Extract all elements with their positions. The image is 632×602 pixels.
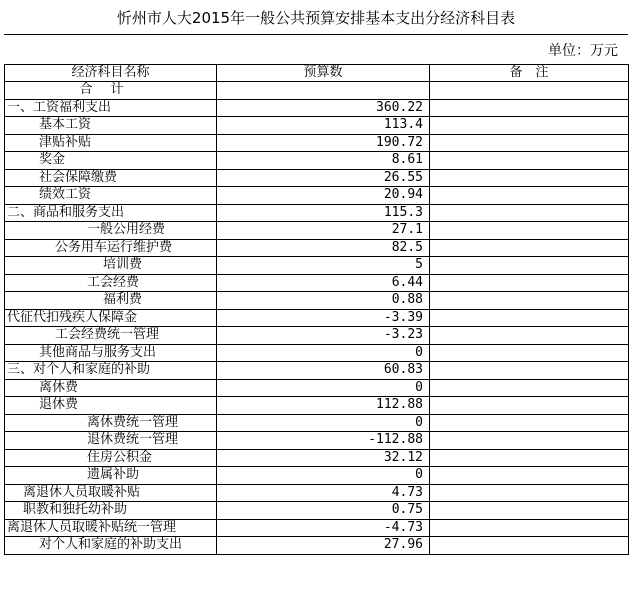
row-amount: 0	[217, 344, 430, 362]
row-amount: -3.23	[217, 327, 430, 345]
table-row	[5, 222, 629, 240]
row-amount: 26.55	[217, 169, 430, 187]
row-note	[430, 502, 629, 520]
total-row	[5, 82, 629, 100]
total-label	[5, 82, 217, 100]
total-amount	[217, 82, 430, 100]
table-row	[5, 152, 629, 170]
row-note	[430, 169, 629, 187]
row-name: 住房公积金	[5, 449, 217, 467]
row-note	[430, 222, 629, 240]
table-row	[5, 449, 629, 467]
row-note	[430, 309, 629, 327]
row-name: 二、商品和服务支出	[5, 204, 217, 222]
row-note	[430, 134, 629, 152]
row-note	[430, 327, 629, 345]
row-amount: 82.5	[217, 239, 430, 257]
row-note	[430, 432, 629, 450]
header-row	[5, 64, 629, 82]
row-name: 一、工资福利支出	[5, 99, 217, 117]
unit-row	[4, 34, 628, 65]
row-amount: 27.1	[217, 222, 430, 240]
table-row	[5, 257, 629, 275]
row-note	[430, 239, 629, 257]
row-note	[430, 414, 629, 432]
row-name: 离休费统一管理	[5, 414, 217, 432]
table-row	[5, 484, 629, 502]
row-note	[430, 274, 629, 292]
row-name: 培训费	[5, 257, 217, 275]
row-note	[430, 449, 629, 467]
row-amount: 8.61	[217, 152, 430, 170]
table-row	[5, 169, 629, 187]
row-name: 工会经费统一管理	[5, 327, 217, 345]
table-row	[5, 414, 629, 432]
row-note	[430, 257, 629, 275]
header-name: 经济科目名称	[5, 64, 217, 82]
row-amount: -3.39	[217, 309, 430, 327]
row-name: 代征代扣残疾人保障金	[5, 309, 217, 327]
row-amount: 0	[217, 414, 430, 432]
table-row	[5, 239, 629, 257]
row-amount: 115.3	[217, 204, 430, 222]
row-note	[430, 397, 629, 415]
row-name: 退休费	[5, 397, 217, 415]
row-name: 离休费	[5, 379, 217, 397]
table-row	[5, 117, 629, 135]
row-note	[430, 362, 629, 380]
row-name: 奖金	[5, 152, 217, 170]
header-amount: 预算数	[217, 64, 430, 82]
table-row	[5, 274, 629, 292]
row-amount: 0.75	[217, 502, 430, 520]
table-row	[5, 187, 629, 205]
table-row	[5, 327, 629, 345]
row-note	[430, 379, 629, 397]
row-name: 公务用车运行维护费	[5, 239, 217, 257]
row-name: 工会经费	[5, 274, 217, 292]
row-amount: 4.73	[217, 484, 430, 502]
table-row	[5, 502, 629, 520]
row-amount: 360.22	[217, 99, 430, 117]
row-name: 遗属补助	[5, 467, 217, 485]
row-name: 绩效工资	[5, 187, 217, 205]
row-amount: 32.12	[217, 449, 430, 467]
row-name: 离退休人员取暖补贴统一管理	[5, 519, 217, 537]
table-row	[5, 379, 629, 397]
row-name: 职教和独托幼补助	[5, 502, 217, 520]
row-note	[430, 99, 629, 117]
row-amount: 113.4	[217, 117, 430, 135]
row-note	[430, 117, 629, 135]
row-name: 对个人和家庭的补助支出	[5, 537, 217, 555]
row-amount: 112.88	[217, 397, 430, 415]
row-amount: 0	[217, 379, 430, 397]
table-row	[5, 309, 629, 327]
table-row	[5, 537, 629, 555]
row-note	[430, 484, 629, 502]
row-amount: 6.44	[217, 274, 430, 292]
table-row	[5, 362, 629, 380]
row-name: 社会保障缴费	[5, 169, 217, 187]
table-row	[5, 397, 629, 415]
row-note	[430, 519, 629, 537]
unit-label: 单位：万元	[548, 43, 618, 59]
row-amount: -112.88	[217, 432, 430, 450]
table-row	[5, 344, 629, 362]
row-note	[430, 152, 629, 170]
row-note	[430, 537, 629, 555]
row-amount: 27.96	[217, 537, 430, 555]
budget-table	[4, 64, 629, 555]
row-amount: 60.83	[217, 362, 430, 380]
row-note	[430, 467, 629, 485]
row-amount: -4.73	[217, 519, 430, 537]
table-row	[5, 519, 629, 537]
table-row	[5, 99, 629, 117]
row-amount: 190.72	[217, 134, 430, 152]
row-name: 三、对个人和家庭的补助	[5, 362, 217, 380]
sheet-title: 忻州市人大2015年一般公共预算安排基本支出分经济科目表	[4, 0, 628, 35]
row-note	[430, 204, 629, 222]
table-row	[5, 292, 629, 310]
row-note	[430, 187, 629, 205]
header-note: 备 注	[430, 64, 629, 82]
row-name: 一般公用经费	[5, 222, 217, 240]
row-amount: 0	[217, 467, 430, 485]
total-label-text: 合计	[79, 82, 142, 98]
row-amount: 5	[217, 257, 430, 275]
row-name: 其他商品与服务支出	[5, 344, 217, 362]
row-note	[430, 292, 629, 310]
row-amount: 20.94	[217, 187, 430, 205]
table-row	[5, 134, 629, 152]
total-note	[430, 82, 629, 100]
table-row	[5, 467, 629, 485]
row-name: 福利费	[5, 292, 217, 310]
row-name: 津贴补贴	[5, 134, 217, 152]
row-name: 退休费统一管理	[5, 432, 217, 450]
row-name: 离退休人员取暖补贴	[5, 484, 217, 502]
row-amount: 0.88	[217, 292, 430, 310]
table-row	[5, 432, 629, 450]
row-note	[430, 344, 629, 362]
row-name: 基本工资	[5, 117, 217, 135]
table-row	[5, 204, 629, 222]
